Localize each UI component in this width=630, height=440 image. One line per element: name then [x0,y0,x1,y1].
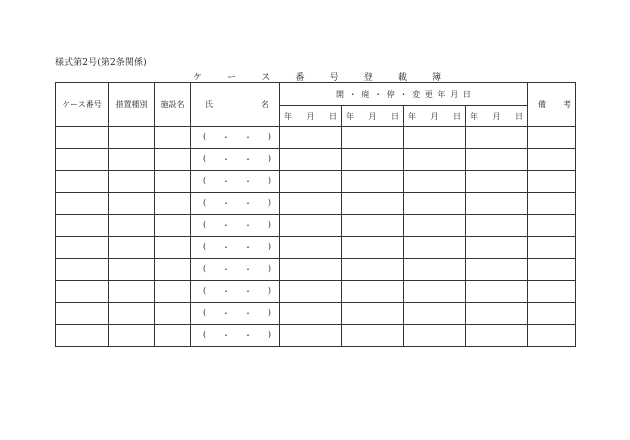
birth-date-dot: ・ [222,199,230,208]
facility-name-cell[interactable] [155,237,191,259]
day-label: 日 [515,111,523,121]
change-date-cell[interactable] [466,215,528,237]
changes-header-char: 更 [424,89,433,99]
title-char: ス [261,73,271,83]
measure-type-cell[interactable] [109,215,155,237]
facility-name-cell[interactable] [155,281,191,303]
birth-date-dot: ・ [244,177,252,186]
changes-header-char: 開 [336,89,344,99]
title-char: 登 [363,73,373,83]
birth-date-dot: ・ [244,265,252,274]
birth-date-separators [206,242,268,253]
change-date-cell[interactable] [342,259,404,281]
change-date-cell[interactable] [280,149,342,171]
facility-name-cell[interactable] [155,259,191,281]
header-remarks [528,83,576,127]
remarks-cell[interactable] [528,303,576,325]
register-row [56,281,576,303]
birth-date-dot: ・ [222,221,230,230]
change-date-cell[interactable] [342,303,404,325]
changes-header-char: ・ [399,89,408,99]
birth-date-separators [206,308,268,319]
measure-type-cell[interactable] [109,325,155,347]
changes-header-char: ・ [374,89,383,99]
header-facility-name: 施設名 [155,83,191,127]
register-row [56,259,576,281]
facility-name-cell[interactable] [155,303,191,325]
birth-date-dot: ・ [222,133,230,142]
month-label: 月 [368,111,377,121]
measure-type-cell[interactable] [109,127,155,149]
birth-close-paren: ) [267,132,271,141]
birth-open-paren: ( [203,176,207,185]
birth-close-paren: ) [267,220,271,229]
birth-date-dot: ・ [244,287,252,296]
changes-header-char: ・ [348,89,357,99]
birth-open-paren: ( [203,154,207,163]
change-date-cell[interactable] [342,215,404,237]
birth-open-paren: ( [203,264,207,273]
birth-date-separators [206,198,268,209]
title-char: 号 [329,73,339,83]
change-date-cell[interactable] [280,325,342,347]
measure-type-cell[interactable] [109,237,155,259]
remarks-cell[interactable] [528,215,576,237]
case-number-cell[interactable] [56,237,109,259]
register-row [56,215,576,237]
facility-name-cell[interactable] [155,149,191,171]
register-row [56,237,576,259]
remarks-cell[interactable] [528,259,576,281]
day-label: 日 [453,111,461,121]
remarks-cell[interactable] [528,325,576,347]
case-number-cell[interactable] [56,259,109,281]
header-name-right: 名 [261,100,269,109]
case-number-cell[interactable] [56,171,109,193]
measure-type-cell[interactable] [109,193,155,215]
birth-open-paren: ( [203,286,207,295]
year-label: 年 [470,111,478,121]
change-date-cell[interactable] [466,193,528,215]
year-label: 年 [284,111,292,121]
register-row [56,127,576,149]
name-cell[interactable] [191,127,280,149]
change-date-cell[interactable] [342,193,404,215]
register-row [56,193,576,215]
birth-date-separators [206,220,268,231]
title-char: 番 [295,73,305,83]
change-date-cell[interactable] [404,171,466,193]
title-char: 載 [397,73,407,83]
change-date-cell[interactable] [280,237,342,259]
birth-close-paren: ) [267,286,271,295]
date-subheader-cell [342,106,404,127]
birth-date-dot: ・ [244,221,252,230]
case-number-cell[interactable] [56,325,109,347]
change-date-cell[interactable] [342,149,404,171]
facility-name-cell[interactable] [155,193,191,215]
remarks-cell[interactable] [528,127,576,149]
title-char: 簿 [431,73,441,83]
remarks-cell[interactable] [528,171,576,193]
change-date-cell[interactable] [466,281,528,303]
facility-name-cell[interactable] [155,325,191,347]
changes-header-char: 変 [412,89,421,99]
change-date-cell[interactable] [404,215,466,237]
change-date-cell[interactable] [404,259,466,281]
change-date-cell[interactable] [404,127,466,149]
birth-open-paren: ( [203,220,207,229]
year-label: 年 [408,111,416,121]
remarks-cell[interactable] [528,193,576,215]
change-date-cell[interactable] [404,303,466,325]
change-date-cell[interactable] [342,237,404,259]
header-name-left: 氏 [205,100,213,109]
month-label: 月 [430,111,439,121]
birth-date-separators [206,176,268,187]
change-date-cell[interactable] [342,281,404,303]
change-date-cell[interactable] [280,215,342,237]
changes-header-char: 廃 [361,89,370,99]
title-char: ー [227,73,237,83]
birth-date-separators [206,330,268,341]
birth-open-paren: ( [203,132,207,141]
header-name [191,83,280,127]
birth-close-paren: ) [267,176,271,185]
birth-date-separators [206,286,268,297]
year-label: 年 [346,111,354,121]
birth-date-dot: ・ [222,243,230,252]
birth-open-paren: ( [203,308,207,317]
birth-date-dot: ・ [244,331,252,340]
change-date-cell[interactable] [404,281,466,303]
date-subheader-cell [404,106,466,127]
change-date-cell[interactable] [280,127,342,149]
name-cell[interactable] [191,303,280,325]
change-date-cell[interactable] [280,193,342,215]
change-date-cell[interactable] [342,325,404,347]
birth-date-dot: ・ [244,133,252,142]
birth-close-paren: ) [267,154,271,163]
birth-close-paren: ) [267,242,271,251]
date-subheader-cell [466,106,528,127]
register-row [56,149,576,171]
case-number-cell[interactable] [56,281,109,303]
month-label: 月 [492,111,501,121]
changes-header-char: 月 [450,89,459,99]
header-remarks-left: 備 [538,100,546,109]
birth-date-dot: ・ [244,155,252,164]
change-date-cell[interactable] [404,237,466,259]
changes-header-char: 年 [437,89,446,99]
change-date-cell[interactable] [280,171,342,193]
change-date-cell[interactable] [466,171,528,193]
register-row [56,171,576,193]
birth-date-dot: ・ [222,287,230,296]
birth-date-dot: ・ [244,199,252,208]
header-remarks-right: 考 [563,100,571,109]
register-row [56,325,576,347]
birth-date-separators [206,264,268,275]
title-char: ケ [193,73,203,83]
case-number-cell[interactable] [56,215,109,237]
facility-name-cell[interactable] [155,215,191,237]
case-register-table [55,82,576,347]
change-date-cell[interactable] [404,193,466,215]
change-date-cell[interactable] [466,325,528,347]
birth-open-paren: ( [203,330,207,339]
measure-type-cell[interactable] [109,281,155,303]
change-date-cell[interactable] [466,259,528,281]
birth-close-paren: ) [267,308,271,317]
header-changes-date [280,83,528,106]
header-case-number: ケース番号 [56,83,109,127]
birth-close-paren: ) [267,264,271,273]
header-measure-type: 措置種別 [109,83,155,127]
birth-close-paren: ) [267,330,271,339]
birth-date-dot: ・ [222,309,230,318]
name-cell[interactable] [191,237,280,259]
change-date-cell[interactable] [280,259,342,281]
case-number-cell[interactable] [56,303,109,325]
birth-open-paren: ( [203,198,207,207]
change-date-cell[interactable] [280,303,342,325]
change-date-cell[interactable] [466,303,528,325]
birth-close-paren: ) [267,198,271,207]
remarks-cell[interactable] [528,149,576,171]
change-date-cell[interactable] [466,237,528,259]
facility-name-cell[interactable] [155,127,191,149]
birth-date-dot: ・ [222,265,230,274]
change-date-cell[interactable] [404,149,466,171]
remarks-cell[interactable] [528,237,576,259]
facility-name-cell[interactable] [155,171,191,193]
birth-date-separators [206,132,268,143]
birth-date-dot: ・ [222,177,230,186]
name-cell[interactable] [191,325,280,347]
changes-header-char: 停 [386,89,395,99]
measure-type-cell[interactable] [109,303,155,325]
birth-date-dot: ・ [244,243,252,252]
measure-type-cell[interactable] [109,171,155,193]
case-number-cell[interactable] [56,149,109,171]
name-cell[interactable] [191,259,280,281]
measure-type-cell[interactable] [109,259,155,281]
name-cell[interactable] [191,171,280,193]
birth-date-separators [206,154,268,165]
name-cell[interactable] [191,193,280,215]
name-cell[interactable] [191,149,280,171]
change-date-cell[interactable] [342,127,404,149]
name-cell[interactable] [191,215,280,237]
birth-date-dot: ・ [222,331,230,340]
measure-type-cell[interactable] [109,149,155,171]
day-label: 日 [329,111,337,121]
case-number-cell[interactable] [56,127,109,149]
change-date-cell[interactable] [280,281,342,303]
changes-header-char: 日 [462,89,471,99]
register-row [56,303,576,325]
remarks-cell[interactable] [528,281,576,303]
day-label: 日 [391,111,399,121]
change-date-cell[interactable] [404,325,466,347]
change-date-cell[interactable] [466,127,528,149]
birth-date-dot: ・ [222,155,230,164]
case-number-cell[interactable] [56,193,109,215]
header-row [56,83,576,106]
change-date-cell[interactable] [342,171,404,193]
date-subheader-cell [280,106,342,127]
change-date-cell[interactable] [466,149,528,171]
birth-date-dot: ・ [244,309,252,318]
birth-open-paren: ( [203,242,207,251]
name-cell[interactable] [191,281,280,303]
month-label: 月 [306,111,315,121]
form-label: 様式第2号(第2条関係) [55,58,147,68]
